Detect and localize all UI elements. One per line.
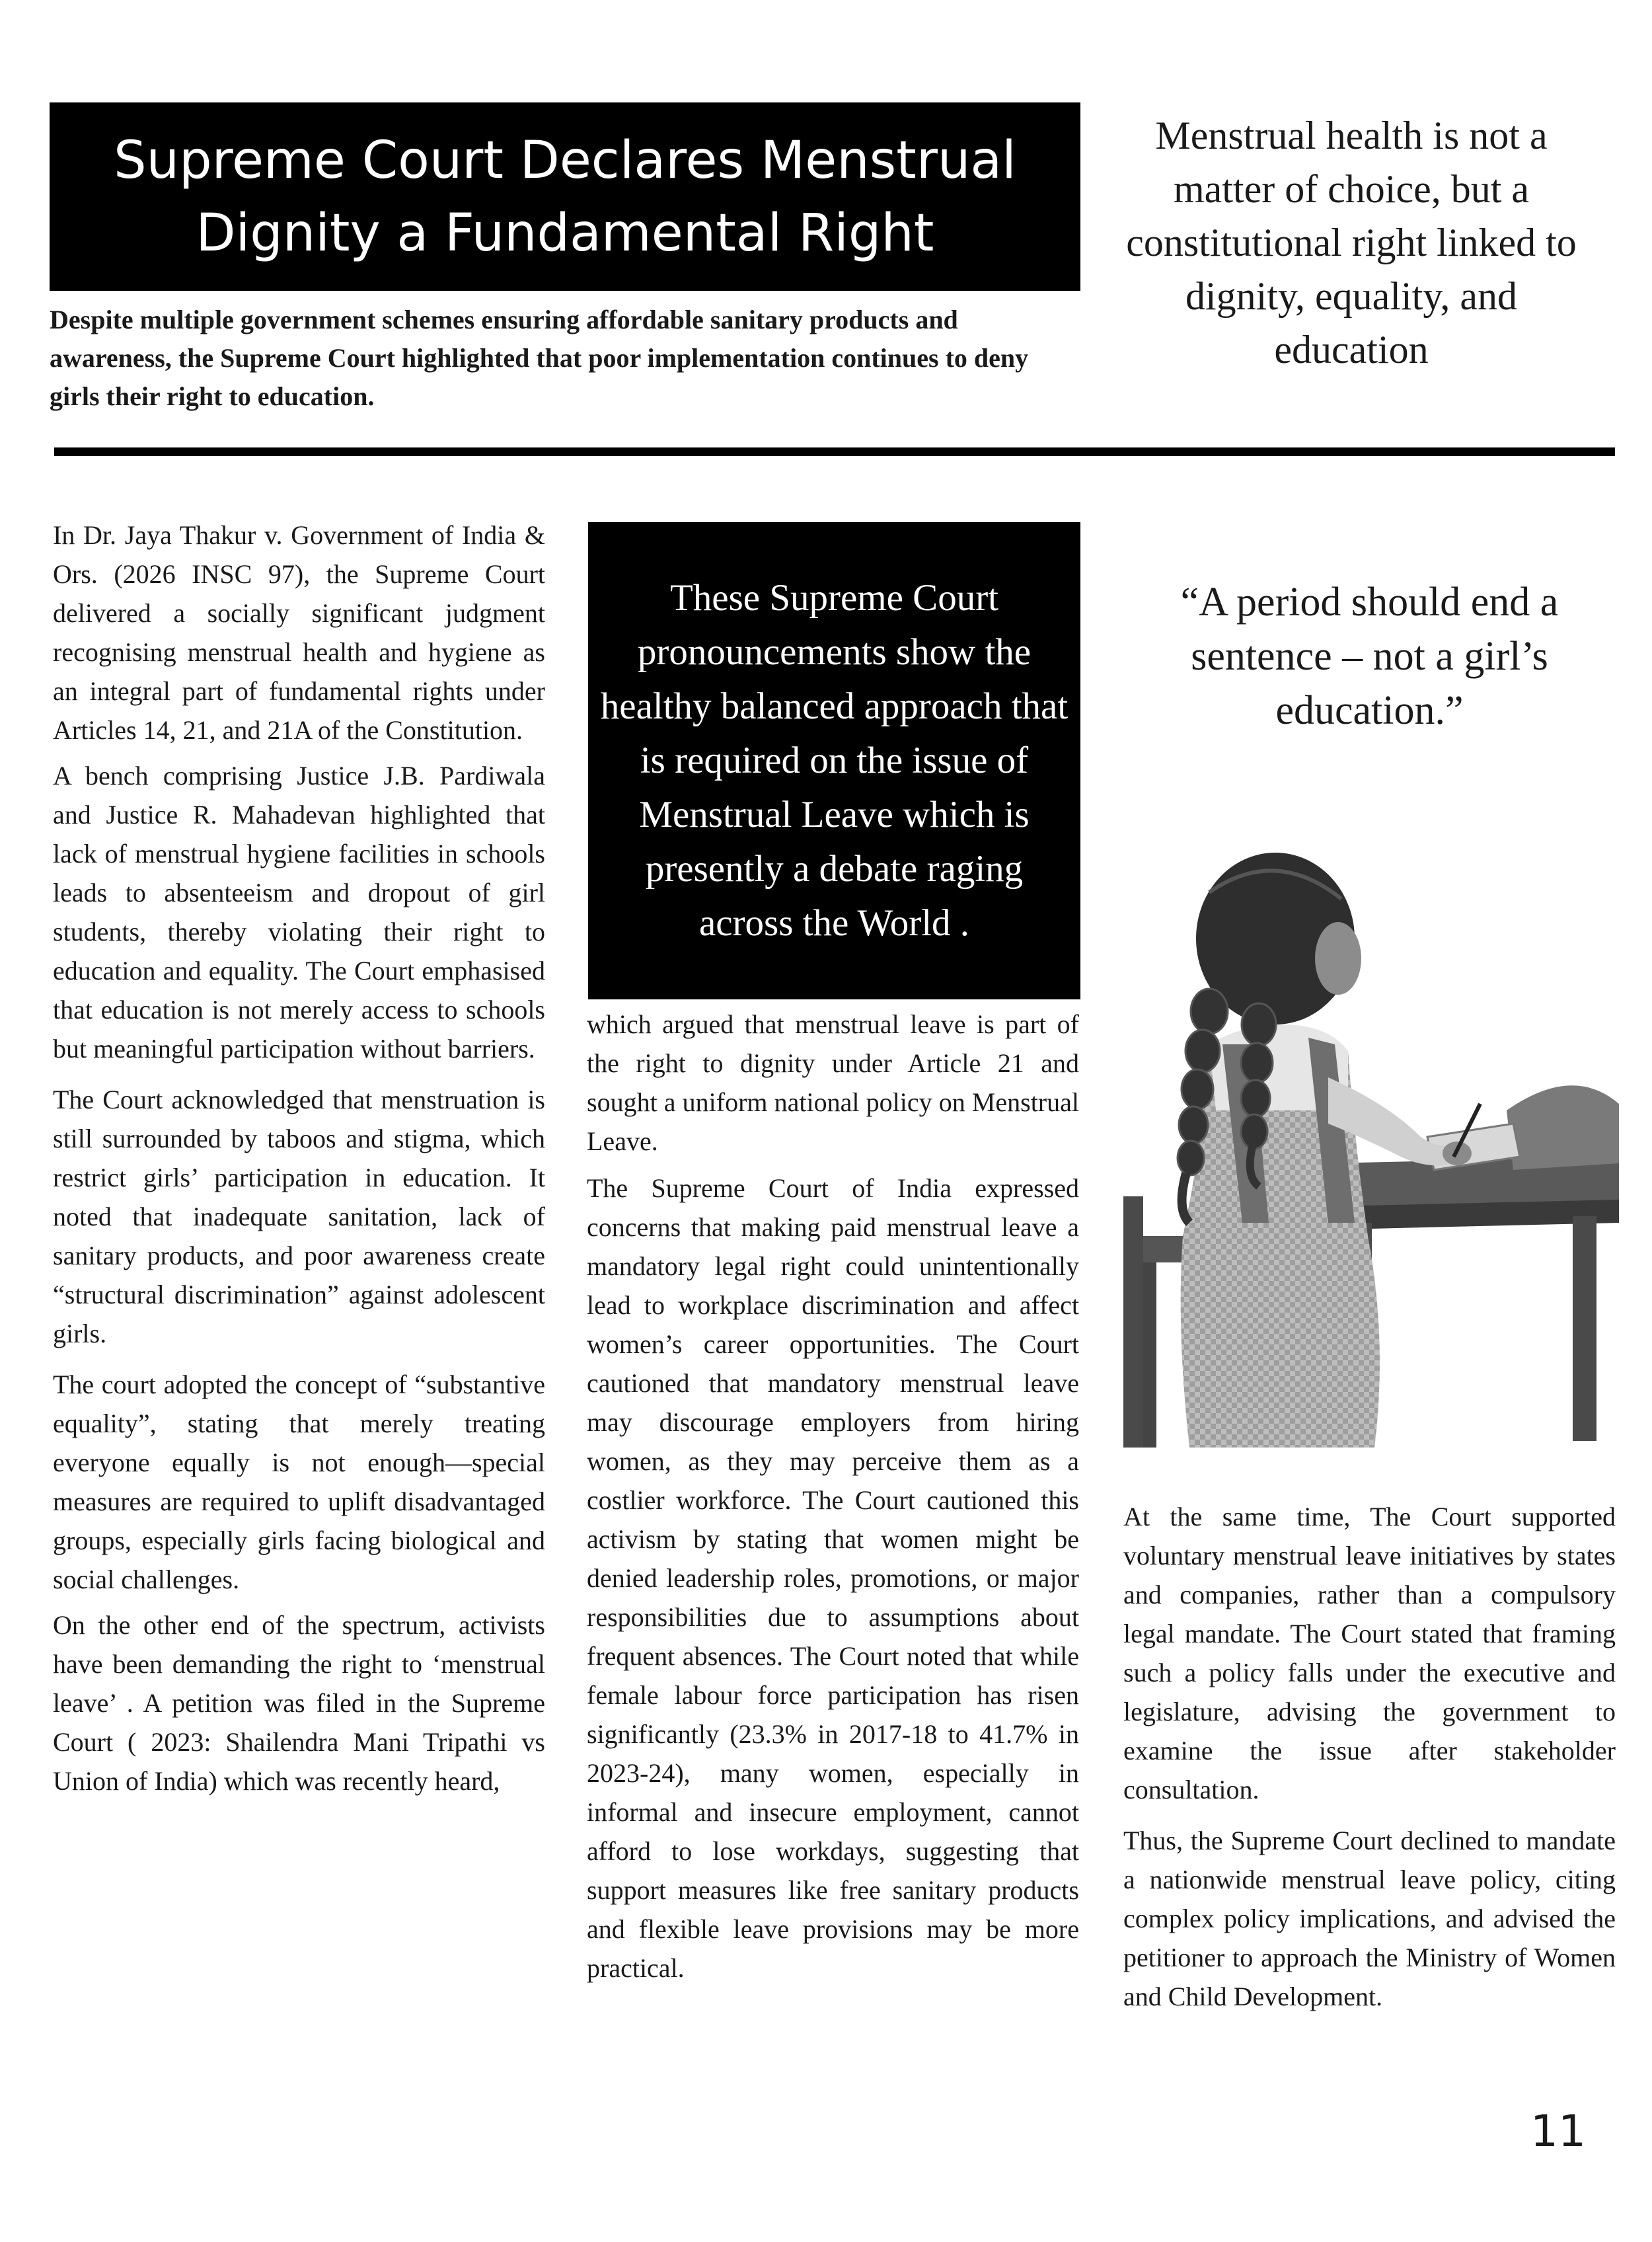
callout-text: These Supreme Court pronouncements show the healthy balanced approach that is required on the issue of Menstrual Leave which is presently a debate raging across the World .	[600, 577, 1069, 944]
pull-quote-top: Menstrual health is not a matter of choice, but a constitutional right linked to dignity, equality, and education	[1126, 114, 1577, 371]
paragraph: The Supreme Court of India expressed concerns that making paid menstrual leave a mandatory legal right could unintentionally lead to workplace discrimination and affect women’s career opportunities. The Court cautioned that mandatory menstrual leave may discourage employers from hiring women, as they may perceive them as a costlier workforce. The Court cautioned this activism by stating that women might be denied leadership roles, promotions, or major responsibilities due to assumptions about frequent absences. The Court noted that while female labour force participation has risen significantly (23.3% in 2017-18 to 41.7% in 2023-24), many women, especially in informal and insecure employment, cannot afford to lose workdays, suggesting that support measures like free sanitary products and flexible leave provisions may be more practical.	[587, 1173, 1079, 1983]
column-2	[587, 1005, 1079, 1988]
page-title: Supreme Court Declares Menstrual Dignity a Fundamental Right	[114, 130, 1016, 263]
article-deck: Despite multiple government schemes ensuring affordable sanitary products and awareness, the Supreme Court highlighted that poor implementation continues to deny girls their right to education.	[50, 305, 1029, 411]
paragraph: Thus, the Supreme Court declined to mandate a nationwide menstrual leave policy, citing complex policy implications, and advised the petitioner to approach the Ministry of Women and Child Development.	[1123, 1826, 1616, 2011]
paragraph: The Court acknowledged that menstruation is still surrounded by taboos and stigma, which restrict girls’ participation in education. It noted that inadequate sanitation, lack of sanitary products, and poor awareness create “structural discrimination” against adolescent girls.	[53, 1085, 545, 1348]
paragraph: In Dr. Jaya Thakur v. Government of India & Ors. (2026 INSC 97), the Supreme Court delivered a socially significant judgment recognising menstrual health and hygiene as an integral part of fundamental rights under Articles 14, 21, and 21A of the Constitution.	[53, 520, 545, 745]
column-3	[1123, 1497, 1616, 2016]
paragraph: On the other end of the spectrum, activists have been demanding the right to ‘menstrual leave’ . A petition was filed in the Supreme Court ( 2023: Shailendra Mani Tripathi vs Union of India) which was recently heard,	[53, 1610, 545, 1796]
section-divider	[54, 447, 1615, 456]
column-1	[53, 516, 545, 1800]
page-number: 11	[1530, 2106, 1586, 2157]
callout-box	[588, 522, 1080, 999]
headline-banner	[50, 102, 1080, 291]
paragraph: The court adopted the concept of “substantive equality”, stating that merely treating everyone equally is not enough—special measures are required to uplift disadvantaged groups, especially girls facing biological and social challenges.	[53, 1370, 545, 1594]
pull-quote: “A period should end a sentence – not a girl’s education.”	[1180, 580, 1559, 733]
paragraph: A bench comprising Justice J.B. Pardiwala and Justice R. Mahadevan highlighted that lack of menstrual hygiene facilities in schools leads to absenteeism and dropout of girl students, thereby violating their right to education and equality. The Court emphasised that education is not merely access to schools but meaningful participation without barriers.	[53, 761, 545, 1063]
girl-studying-illustration	[1110, 826, 1619, 1448]
paragraph: which argued that menstrual leave is part of the right to dignity under Article 21 and sought a uniform national policy on Menstrual Leave.	[587, 1009, 1079, 1156]
paragraph: At the same time, The Court supported voluntary menstrual leave initiatives by states and companies, rather than a compulsory legal mandate. The Court stated that framing such a policy falls under the executive and legislature, advising the government to examine the issue after stakeholder consultation.	[1123, 1502, 1616, 1804]
